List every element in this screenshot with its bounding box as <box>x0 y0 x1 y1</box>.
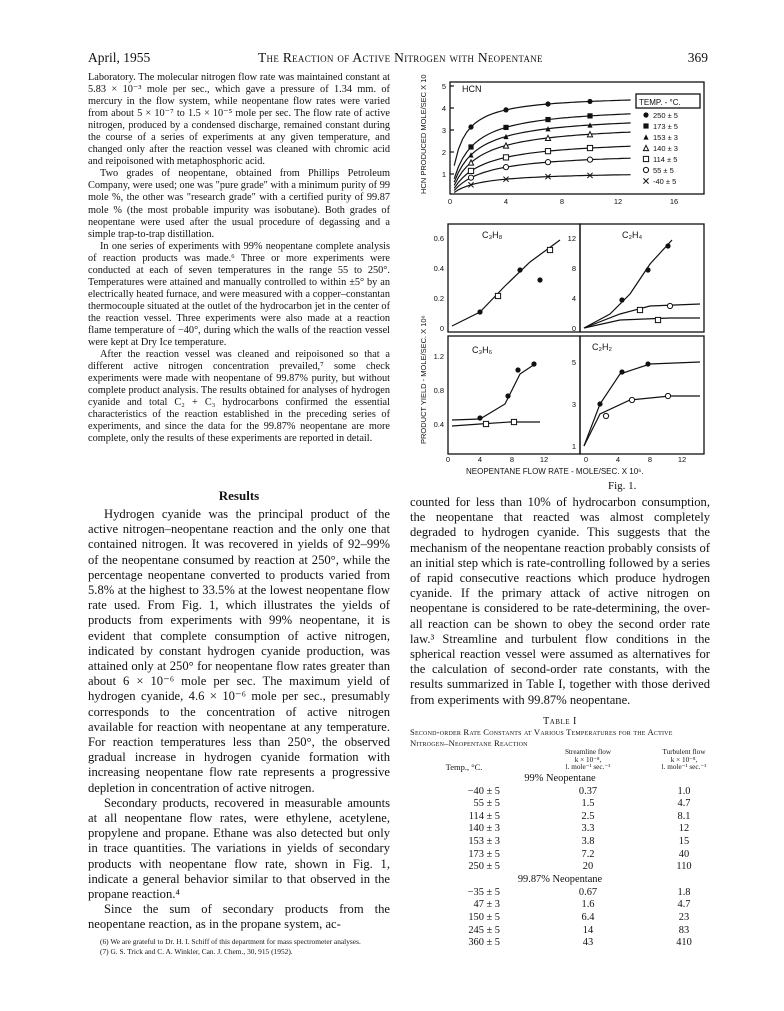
legend-marker <box>643 145 648 150</box>
data-point <box>495 293 500 298</box>
y-tick: 12 <box>567 234 576 243</box>
legend-entry: 153 ± 3 <box>653 133 678 142</box>
data-point <box>477 309 482 314</box>
data-point <box>503 155 508 160</box>
table-row: 140 ± 3 3.3 12 <box>468 823 690 835</box>
figure-1 <box>410 74 710 484</box>
hcn-y-tick: 1 <box>441 170 446 179</box>
table-group-header: 99.87% Neopentane <box>517 873 603 885</box>
panel-label-c2h4: C₂H₄ <box>622 230 643 240</box>
x-tick: 8 <box>509 455 515 464</box>
data-point <box>468 144 473 149</box>
experimental-text <box>88 72 390 445</box>
paragraph: counted for less than 10% of hydrocarbon consumption, the neopentane that reacted was almost completely degraded to hydrogen cyanide. This suggests that the mechanism of the neopentane reaction probably consists of an initial step which is rate-controlling followed by a series of rapid consecutive reactions which produce hydrogen cyanide. If the primary attack of active nitrogen on neopentane is considered to be rate-determining, the over-all reaction can be shown to obey the second order rate law.³ Streamline and turbulent flow conditions in the spherical reaction vessel were assumed as alternatives for the calculation of second-order rate constants, with the results summarized in Table I, together with those derived from experiments with 99.87% neopentane. <box>410 495 710 707</box>
data-point <box>531 361 536 366</box>
product-y-axis-label: PRODUCT YIELD - MOLE/SEC. X 10⁶ <box>419 315 428 444</box>
data-point <box>545 135 550 140</box>
legend-entry: 250 ± 5 <box>653 111 678 120</box>
data-point <box>655 317 660 322</box>
data-point <box>629 397 634 402</box>
y-tick: 0.4 <box>433 264 444 273</box>
data-point <box>515 367 520 372</box>
data-point <box>503 125 508 130</box>
paragraph: Since the sum of secondary products from the neopentane reaction, as in the propane system, ac- <box>88 902 390 932</box>
c3h6-curve <box>452 422 540 426</box>
header-date: April, 1955 <box>88 50 151 65</box>
data-point <box>547 247 552 252</box>
data-point <box>619 297 624 302</box>
data-point <box>545 101 550 106</box>
hcn-y-tick: 4 <box>441 104 446 113</box>
figure-plot <box>410 74 710 484</box>
y-tick: 4 <box>571 294 576 303</box>
table-row: 153 ± 3 3.8 15 <box>468 835 690 847</box>
data-point <box>537 277 542 282</box>
figure-caption: Fig. 1. <box>608 480 637 492</box>
hcn-y-tick: 5 <box>441 82 446 91</box>
footnote: (6) We are grateful to Dr. H. I. Schiff of this department for mass spectrometer analyses. <box>100 936 361 946</box>
paragraph: Laboratory. The molecular nitrogen flow rate was maintained constant at 5.83 × 10⁻³ mole per sec., which gave a pressure of 1.34 mm. of mercury in the flow system, while neopentane flow rates were varied from about 5 × 10⁻⁷ to 1.5 × 10⁻⁵ mole per sec. The flow rate of active nitrogen, produced by a condensed discharge, remained constant during the course of a series of experiments at any given temperature, and changed only after the reaction vessel was cleaned with chromic acid and reipoisoned with metaphosphoric acid. <box>88 72 390 168</box>
data-point <box>503 107 508 112</box>
discussion-text <box>410 495 710 708</box>
data-point <box>637 307 642 312</box>
hcn-y-tick: 2 <box>441 148 446 157</box>
data-point <box>645 361 650 366</box>
bottom-axis-label: NEOPENTANE FLOW RATE - MOLE/SEC. X 10⁶. <box>466 467 644 476</box>
hcn-x-tick: 8 <box>559 197 565 206</box>
y-tick: 8 <box>571 264 576 273</box>
table-row: −35 ± 5 0.67 1.8 <box>467 886 691 898</box>
paragraph: Hydrogen cyanide was the principal product of the active nitrogen–neopentane reaction and the only one that contained nitrogen. It was recovered in yields of 92–99% of the neopentane consumed by reaction at 250°, while the percentage neopentane converted to products varied from 5.8% at the highest to 33.5% at the lowest neopentane flow rate used. From Fig. 1, which illustrates the yields of products from experiments with 99% neopentane, it is evident that complete consumption of active nitrogen, indicated by constant hydrogen cyanide production, was attained only at 250° for neopentane flow rates greater than about 6 × 10⁻⁶ mole per sec. The maximum yield of hydrogen cyanide, 4.6 × 10⁻⁶ mole per sec., presumably corresponds to the concentration of active nitrogen available for reaction with neopentane at any temperature. For reaction temperatures less than 250°, the observed gradual increase in hydrogen cyanide formation with increasing neopentane flow rate represents a progressive depletion in concentration of active nitrogen. <box>88 507 390 795</box>
hcn-x-tick: 4 <box>503 197 509 206</box>
page-number: 369 <box>687 50 708 65</box>
x-tick: 4 <box>477 455 483 464</box>
c3h8-curve <box>452 240 560 326</box>
legend-title: TEMP. - °C. <box>639 98 681 107</box>
x-tick: 0 <box>583 455 589 464</box>
data-point <box>511 419 516 424</box>
y-tick: 1.2 <box>433 352 444 361</box>
data-point <box>665 243 670 248</box>
data-point <box>468 124 473 129</box>
data-point <box>517 267 522 272</box>
y-tick: 5 <box>571 358 576 367</box>
hcn-curve <box>454 114 630 179</box>
data-point <box>587 132 592 137</box>
footnotes <box>88 937 390 957</box>
c2h4-panel-frame <box>580 224 704 332</box>
data-point <box>587 113 592 118</box>
table-1 <box>410 712 710 949</box>
data-point <box>468 175 473 180</box>
paragraph: Secondary products, recovered in measurable amounts at all neopentane flow rates, were ethylene, acetylene, propylene and propane. Ethane was also detected but only in trace quantities. The variations in yields of secondary products with neopentane flow rate, shown in Fig. 1, indicate a general behavior similar to that observed in the propane reaction.⁴ <box>88 795 390 902</box>
data-point <box>665 393 670 398</box>
data-point <box>597 401 602 406</box>
data-point <box>545 160 550 165</box>
table-row: 245 ± 5 14 83 <box>468 924 690 936</box>
panel-label-c2h2: C₂H₂ <box>592 342 612 352</box>
x-tick: 12 <box>677 455 687 464</box>
legend-marker <box>643 134 648 139</box>
data-point <box>503 165 508 170</box>
panel-label-c3h8: C₃H₈ <box>482 230 503 240</box>
hcn-y-axis-label: HCN PRODUCED MOLE/SEC X 10⁶ <box>419 74 428 194</box>
table-row: 173 ± 5 7.2 40 <box>468 848 690 860</box>
y-tick: 3 <box>571 400 576 409</box>
y-tick: 0 <box>571 324 576 333</box>
data-point <box>468 168 473 173</box>
y-tick: 0.8 <box>433 386 444 395</box>
table-row: 250 ± 5 20 110 <box>468 861 692 873</box>
legend-entry: 55 ± 5 <box>653 166 674 175</box>
data-point <box>619 369 624 374</box>
data-point <box>505 393 510 398</box>
table-row: 114 ± 5 2.5 8.1 <box>468 810 691 822</box>
x-tick: 12 <box>539 455 549 464</box>
hcn-x-tick: 0 <box>447 197 453 206</box>
legend-entry: 114 ± 5 <box>653 155 678 164</box>
legend-marker <box>643 178 648 183</box>
hcn-x-tick: 16 <box>669 197 679 206</box>
table-row: 55 ± 5 1.5 4.7 <box>473 798 691 810</box>
x-tick: 8 <box>647 455 653 464</box>
y-tick: 0.6 <box>433 234 444 243</box>
data-point <box>545 117 550 122</box>
hcn-curve <box>454 175 630 193</box>
x-tick: 4 <box>615 455 621 464</box>
c2h2-panel-frame <box>580 336 704 454</box>
hcn-curve <box>454 158 630 190</box>
data-point <box>545 149 550 154</box>
table-row: 47 ± 3 1.6 4.7 <box>473 899 691 911</box>
section-heading: Results <box>218 488 260 503</box>
legend-marker <box>643 123 648 128</box>
legend-marker <box>643 156 648 161</box>
running-header <box>88 50 708 66</box>
results-section <box>88 488 390 957</box>
legend-entry: 173 ± 5 <box>653 122 678 131</box>
table-row: 360 ± 5 43 410 <box>468 937 692 949</box>
c3h6-panel-frame <box>448 336 580 454</box>
c3h6-curve <box>452 364 535 420</box>
hcn-x-tick: 12 <box>613 197 623 206</box>
data-point <box>645 267 650 272</box>
data-point <box>667 303 672 308</box>
legend-entry: 140 ± 3 <box>653 144 678 153</box>
table-title: Table I <box>543 716 577 727</box>
data-point <box>603 413 608 418</box>
legend-marker <box>643 167 648 172</box>
data-point <box>483 421 488 426</box>
y-tick: 1 <box>571 442 576 451</box>
data-point <box>587 145 592 150</box>
column-header-turbulent: Turbulent flow k × 10⁻⁸, l. mole⁻¹ sec.⁻¹ <box>661 748 707 772</box>
c2h4-curve <box>584 240 672 328</box>
hcn-label: HCN <box>462 84 482 94</box>
legend-entry: -40 ± 5 <box>653 177 677 186</box>
paragraph: Two grades of neopentane, obtained from Phillips Petroleum Company, were used; one was "pure grade" with a minimum purity of 99 mole %, the other was "research grade" with a certified purity of 99.87 mole % (the most probable impurity was isobutane). Both grades of neopentane were used after the usual procedure of degassing and a simple trap-to-trap distillation. <box>88 168 390 240</box>
y-tick: 0.2 <box>433 294 444 303</box>
data-point <box>503 143 508 148</box>
table-group-header: 99% Neopentane <box>524 772 596 784</box>
paragraph: After the reaction vessel was cleaned and reipoisoned so that a different active nitrogen concentration prevailed,⁷ some check experiments were made with neopentane of 99.87% purity, but without complete product analysis. The results obtained for analyses of hydrogen cyanide and total C₂ + C₃ hydrocarbons confirmed the essential characteristics of the reaction established in the preceding series of experiments, and since the data for the 99.87% neopentane are more complete, only the results of these experiments are reported in detail. <box>88 349 390 445</box>
table-row: 150 ± 5 6.4 23 <box>468 911 690 923</box>
legend-marker <box>643 112 648 117</box>
header-title: The Reaction of Active Nitrogen with Neopentane <box>258 50 543 65</box>
table-caption: Second-order Rate Constants at Various Temperatures for the Active Nitrogen–Neopentane Reaction <box>410 727 673 748</box>
table-row: −40 ± 5 0.37 1.0 <box>467 785 691 797</box>
data-point <box>477 415 482 420</box>
panel-label-c3h6: C₃H₆ <box>472 345 493 355</box>
x-tick: 0 <box>445 455 451 464</box>
footnote: (7) G. S. Trick and C. A. Winkler, Can. J. Chem., 30, 915 (1952). <box>100 946 293 956</box>
rate-constants-table <box>410 749 710 949</box>
c2h4-curve <box>584 318 700 328</box>
hcn-y-tick: 3 <box>441 126 446 135</box>
y-tick: 0 <box>439 324 444 333</box>
column-header-streamline: Streamline flow k × 10⁻⁸, l. mole⁻¹ sec.⁻¹ <box>564 748 612 772</box>
column-header-temp: Temp., °C. <box>445 762 483 773</box>
data-point <box>587 157 592 162</box>
y-tick: 0.4 <box>433 420 444 429</box>
data-point <box>587 99 592 104</box>
paragraph: In one series of experiments with 99% neopentane complete analysis of reaction products was made.⁶ Three or more experiments were conducted at each of seven temperatures in the range 55 to 250°. Temperatures were attained and manually controlled to within ±5° by an electrically heated furnace, and were measured with a copper–constantan thermocouple situated at the outlet of the hydrocarbon jet in the center of the reaction vessel. Three experiments were also made at a reaction flame temperature of −40°, during which the walls of the reaction vessel were kept at Dry Ice temperature. <box>88 240 390 349</box>
